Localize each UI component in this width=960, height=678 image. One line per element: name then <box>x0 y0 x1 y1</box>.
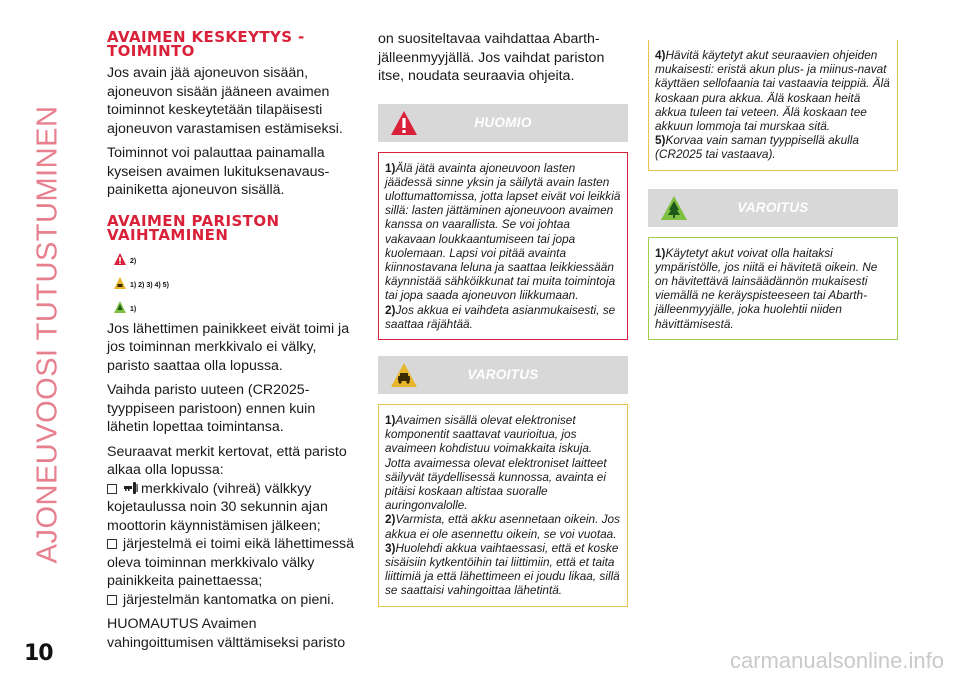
environment-title: VAROITUS <box>737 200 809 216</box>
danger-triangle-icon <box>113 252 127 266</box>
note-text: Korvaa vain saman tyyppisellä akulla (CR2025 tai vastaava). <box>655 133 859 162</box>
note-number: 1) <box>385 412 396 427</box>
note-item <box>385 413 621 512</box>
varoitus-continued <box>648 40 898 171</box>
note-item <box>655 246 891 331</box>
paragraph: Jos lähettimen painikkeet eivät toimi ja jos toiminnan merkkivalo ei välky, paristo saattaa olla lopussa. <box>107 320 350 374</box>
note-text: Hävitä käytetyt akut seuraavien ohjeiden mukaisesti: eristä akun plus- ja miinus-navat käyttäen sellofaania tai vastaavia teippiä. Älä koskaan pura akkua. Älä koskaan heitä akkua tuleen tai veteen. Älä koskaan tee akkuun lommoja tai murskaa sitä. <box>655 48 890 134</box>
watermark: carmanualsonline.info <box>729 648 944 673</box>
bullet-item <box>107 591 359 610</box>
environment-tree-icon <box>660 194 688 222</box>
varoitus-content <box>378 404 628 607</box>
bullet-text: merkkivalo (vihreä) välkkyy kojetaulussa noin 30 sekunnin ajan moottorin käynnistämisen jälkeen; <box>107 480 328 534</box>
note-text: Huolehdi akkua vaihtaessasi, että et koske sisäisiin kytkentöihin tai liittimiin, että et taita liittimiä ja että lähettimeen ei joudu likaa, sillä se saattaisi vahingoittaa lähetintä. <box>385 540 620 598</box>
note-number: 2) <box>385 512 396 527</box>
warning-car-icon <box>390 361 418 389</box>
paragraph: Seuraavat merkit kertovat, että paristo alkaa olla lopussa: <box>107 443 347 478</box>
column-2 <box>378 30 628 607</box>
huomio-box <box>378 104 628 340</box>
note-item <box>655 48 891 133</box>
reference-numbers: 1) <box>130 305 137 313</box>
note-text: Jos akkua ei vaihdeta asianmukaisesti, se saattaa räjähtää. <box>385 302 616 331</box>
column-1 <box>107 30 359 652</box>
note-item <box>385 161 621 303</box>
huomio-header <box>378 104 628 142</box>
key-fob-icon <box>123 481 141 495</box>
note-item <box>655 133 891 161</box>
environment-content <box>648 237 898 340</box>
bullet-square-icon <box>107 539 117 549</box>
note-text: Älä jätä avainta ajoneuvoon lasten jäädessä sinne yksin ja säilytä avain lasten ulottumattomissa, jotta lapset eivät voi leikkiä sillä: lasten jättäminen ajoneuvoon avaimen kanssa on vaarallista. Se voi johtaa vakavaan loukkaantumiseen tai jopa kuolemaan. Lapsi voi pitää avainta kiinnostavana leluna ja saattaa leikkiessään käynnistää sähköikkunat tai muita toimintoja tai jopa saada ajoneuvon liikkumaan. <box>385 160 621 303</box>
note-item <box>385 303 621 331</box>
note-number: 1) <box>655 245 666 260</box>
note-number: 3) <box>385 540 396 555</box>
note-number: 4) <box>655 48 666 62</box>
bullet-square-icon <box>107 595 117 605</box>
warning-car-icon <box>113 276 127 290</box>
note-item <box>385 512 621 540</box>
varoitus-header <box>378 356 628 394</box>
bullet-item <box>107 480 359 536</box>
varoitus-box <box>378 356 628 607</box>
side-chapter-title <box>18 24 78 644</box>
page-number: 10 <box>24 641 53 666</box>
reference-danger <box>113 248 359 266</box>
reference-environment <box>113 296 359 314</box>
column-3 <box>648 30 898 340</box>
paragraph: HUOMAUTUS Avaimen vahingoittumisen välttämiseksi paristo <box>107 616 346 651</box>
varoitus-title: VAROITUS <box>467 367 539 383</box>
huomio-title: HUOMIO <box>474 115 532 130</box>
note-text: Varmista, että akku asennetaan oikein. Jos akkua ei ole asennettu oikein, se voi vuotaa. <box>385 512 620 541</box>
note-text: Avaimen sisällä olevat elektroniset komponentit saattavat vaurioitua, jos avaimeen kohdistuu voimakkaita iskuja. Jotta avaimessa olevat elektroniset laitteet säilyvät täydellisessä kunnossa, avainta ei pitäisi koskaan altistaa suoralle auringonvalolle. <box>385 412 607 513</box>
paragraph: Vaihda paristo uuteen (CR2025-tyyppiseen paristoon) ennen kuin lähetin lopettaa toimintansa. <box>107 382 316 435</box>
paragraph: Jos avain jää ajoneuvon sisään, ajoneuvon sisään jääneen avaimen toiminnot keskeytetään tilapäisesti ajoneuvon varastamisen estämiseksi. <box>107 65 343 137</box>
note-item <box>385 541 621 598</box>
bullet-text: järjestelmä ei toimi eikä lähettimessä oleva toiminnan merkkivalo välky painikkeita painettaessa; <box>107 536 355 589</box>
side-chapter-title-text: AJONEUVOOSI TUTUSTUMINEN <box>31 105 64 563</box>
environment-header <box>648 189 898 227</box>
bullet-text: järjestelmän kantomatka on pieni. <box>123 591 335 608</box>
bullet-square-icon <box>107 484 117 494</box>
note-number: 5) <box>655 133 666 148</box>
section-heading-battery-replace: AVAIMEN PARISTON VAIHTAMINEN <box>107 211 280 244</box>
reference-numbers: 2) <box>130 257 137 265</box>
danger-triangle-icon <box>390 109 418 137</box>
environment-box <box>648 189 898 340</box>
note-number: 1) <box>385 160 396 175</box>
reference-numbers: 1) 2) 3) 4) 5) <box>130 281 169 289</box>
section-heading-key-disable: AVAIMEN KESKEYTYS -TOIMINTO <box>107 28 305 60</box>
reference-warning <box>113 272 359 290</box>
paragraph: Toiminnot voi palauttaa painamalla kyseisen avaimen lukituksenavaus-painiketta ajoneuvon sisällä. <box>107 145 330 198</box>
bullet-item <box>107 535 359 591</box>
note-text: Käytetyt akut voivat olla haitaksi ympäristölle, jos niitä ei hävitetä oikein. Ne on hävitettävä lainsäädännön mukaisesti viemällä ne keräyspisteeseen tai Abarth-jälleenmyyjälle, joka huolehtii niiden hävittämisestä. <box>655 245 878 331</box>
note-number: 2) <box>385 302 396 317</box>
environment-tree-icon <box>113 300 127 314</box>
paragraph: on suositeltavaa vaihdattaa Abarth-jälleenmyyjällä. Jos vaihdat pariston itse, noudata seuraavia ohjeita. <box>378 31 605 84</box>
huomio-content <box>378 152 628 340</box>
